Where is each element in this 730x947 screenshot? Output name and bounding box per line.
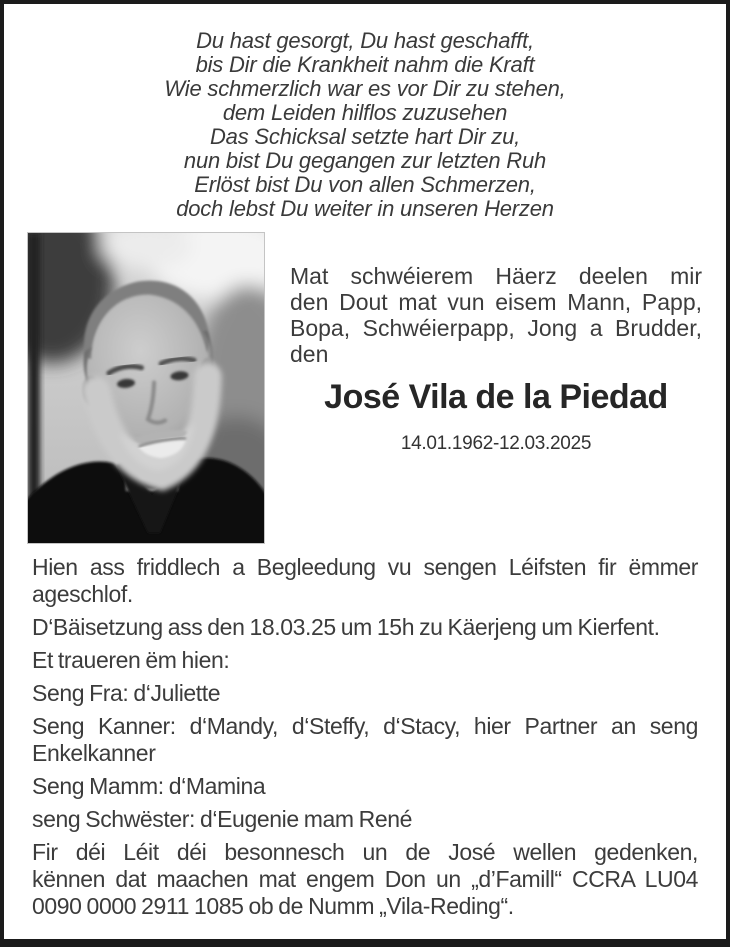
donation-line: kënnen dat maachen mat engem Don un „d’Famill“ CCRA LU04 [32,866,698,892]
portrait-photo [28,233,264,543]
mourners-heading [32,647,698,674]
poem-line: Du hast gesorgt, Du hast geschafft, [196,28,534,53]
mourner-wife [32,680,698,707]
mourner-mother [32,773,698,800]
poem-line: dem Leiden hilflos zuzusehen [222,100,508,125]
intro-line: den Dout mat vun eisem Mann, Papp, [290,289,702,315]
intro-line: Bopa, Schwéierpapp, Jong a Brudder, [290,315,702,341]
poem-line: Das Schicksal setzte hart Dir zu, [209,124,521,149]
donation-line: 0090 0000 2911 1085 ob de Numm „Vila-Reding“. [32,893,514,919]
photo-and-intro-section [28,233,702,543]
children-line: Seng Kanner: d‘Mandy, d‘Steffy, d‘Stacy, hier Partner an seng [32,713,698,739]
burial-line: D‘Bäisetzung ass den 18.03.25 um 15h zu Käerjeng um Kierfent. [32,614,660,640]
mourners-heading-line: Et traueren ëm hien: [32,647,230,673]
intro-text [290,263,702,367]
passing-line: ageschlof. [32,581,133,607]
poem-line: Wie schmerzlich war es vor Dir zu stehen, [164,76,566,101]
memorial-poem [4,29,726,221]
passing-text [32,554,698,608]
passing-line: Hien ass friddlech a Begleedung vu sengen Léifsten fir ëmmer [32,554,698,580]
children-line: Enkelkanner [32,740,156,766]
poem-line: nun bist Du gegangen zur letzten Ruh [183,148,547,173]
announcement-details [32,554,698,920]
mother-line: Seng Mamm: d‘Mamina [32,773,266,799]
mourner-sister [32,806,698,833]
mourner-children [32,713,698,767]
intro-line: Mat schwéierem Häerz deelen mir [290,263,702,289]
sister-line: seng Schwëster: d‘Eugenie mam René [32,806,413,832]
burial-info [32,614,698,641]
donation-line: Fir déi Léit déi besonnesch un de José wellen gedenken, [32,839,698,865]
poem-line: Erlöst bist Du von allen Schmerzen, [194,172,536,197]
life-dates: 14.01.1962-12.03.2025 [400,433,592,454]
poem-line: bis Dir die Krankheit nahm die Kraft [195,52,535,77]
donation-info [32,839,698,920]
poem-line: doch lebst Du weiter in unseren Herzen [176,196,554,221]
intro-and-name-column [290,233,702,543]
intro-line: den [290,341,329,367]
deceased-name: José Vila de la Piedad [324,378,668,416]
wife-line: Seng Fra: d‘Juliette [32,680,221,706]
